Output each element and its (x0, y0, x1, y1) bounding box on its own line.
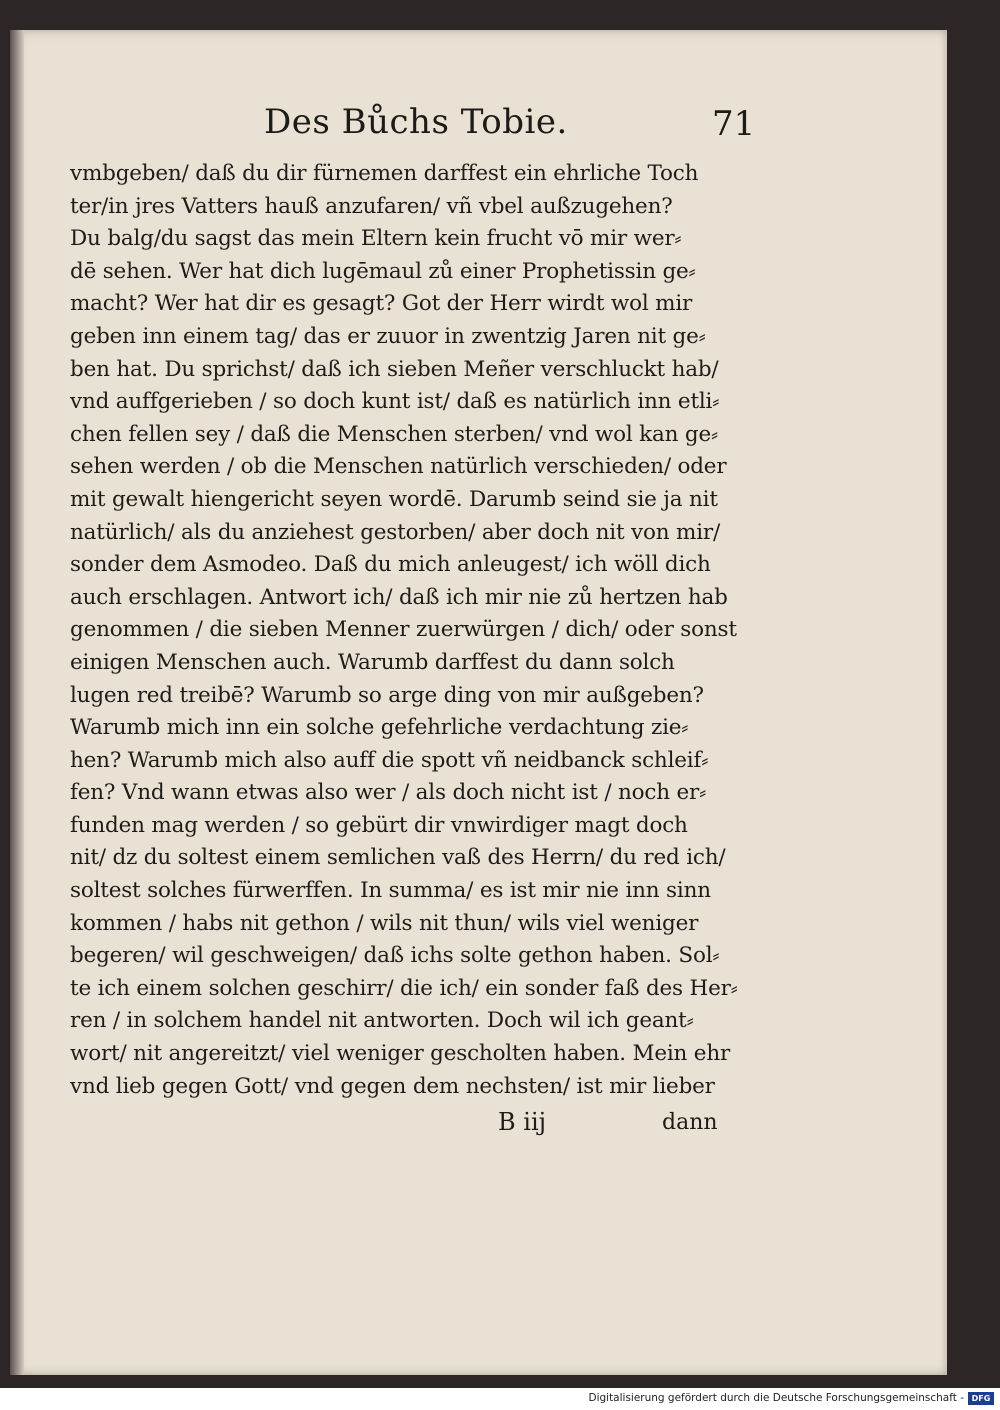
text-line: sonder dem Asmodeo. Daß du mich anleugest/ ich wöll dich (70, 552, 711, 578)
catchword: dann (662, 1110, 718, 1135)
text-line: ter/in jres Vatters hauß anzufaren/ vñ vbel außzugehen? (70, 193, 673, 219)
text-line: vnd auffgerieben / so doch kunt ist/ daß es natürlich inn etli⸗ (70, 389, 720, 415)
text-line: wort/ nit angereitzt/ viel weniger gescholten haben. Mein ehr (70, 1041, 731, 1067)
text-line: macht? Wer hat dir es gesagt? Got der Herr wirdt wol mir (70, 291, 693, 317)
text-line: ben hat. Du sprichst/ daß ich sieben Meñer verschluckt hab/ (70, 356, 719, 382)
text-line: mit gewalt hiengericht seyen wordē. Darumb seind sie ja nit (70, 486, 718, 512)
text-line: geben inn einem tag/ das er zuuor in zwentzig Jaren nit ge⸗ (70, 323, 706, 349)
book-page (10, 30, 947, 1375)
text-line: genommen / die sieben Menner zuerwürgen / dich/ oder sonst (70, 617, 737, 643)
text-line: sehen werden / ob die Menschen natürlich verschieden/ oder (70, 454, 727, 480)
text-line: vmbgeben/ daß du dir fürnemen darffest ein ehrliche Toch (70, 161, 699, 186)
page-number: 71 (712, 104, 756, 144)
signature-mark: B iij (498, 1108, 547, 1136)
text-line: Du balg/du sagst das mein Eltern kein frucht vō mir wer⸗ (70, 226, 682, 252)
text-line: hen? Warumb mich also auff die spott vñ neidbanck schleif⸗ (70, 747, 709, 773)
credit-text: Digitalisierung gefördert durch die Deutsche Forschungsgemeinschaft - (588, 1392, 964, 1404)
dfg-logo: DFG (968, 1392, 994, 1405)
text-line: fen? Vnd wann etwas also wer / als doch nicht ist / noch er⸗ (70, 780, 707, 806)
running-title: Des Bůchs Tobie. (264, 102, 568, 142)
text-line: funden mag werden / so gebürt dir vnwirdiger magt doch (70, 812, 688, 838)
text-line: chen fellen sey / daß die Menschen sterben/ vnd wol kan ge⸗ (70, 421, 718, 447)
text-line: vnd lieb gegen Gott/ vnd gegen dem nechsten/ ist mir lieber (70, 1073, 715, 1099)
text-line: einigen Menschen auch. Warumb darffest du dann solch (70, 649, 675, 675)
credit-bar (0, 1388, 1000, 1410)
text-line: Warumb mich inn ein solche gefehrliche verdachtung zie⸗ (70, 715, 689, 741)
text-line: natürlich/ als du anziehest gestorben/ aber doch nit von mir/ (70, 519, 721, 545)
page-header (10, 102, 947, 152)
text-line: te ich einem solchen geschirr/ die ich/ ein sonder faß des Her⸗ (70, 975, 738, 1001)
text-line: begeren/ wil geschweigen/ daß ichs solte gethon haben. Sol⸗ (70, 943, 720, 969)
text-line: ren / in solchem handel nit antworten. Doch wil ich geant⸗ (70, 1008, 694, 1034)
page-footer (10, 1108, 947, 1148)
text-line: nit/ dz du soltest einem semlichen vaß des Herrn/ du red ich/ (70, 845, 726, 871)
text-line: auch erschlagen. Antwort ich/ daß ich mir nie zů hertzen hab (70, 584, 728, 610)
text-line: soltest solches fürwerffen. In summa/ es ist mir nie inn sinn (70, 878, 711, 904)
text-line: dē sehen. Wer hat dich lugēmaul zů einer Prophetissin ge⸗ (70, 258, 696, 284)
page-spine-shadow (10, 30, 24, 1375)
text-line: lugen red treibē? Warumb so arge ding von mir außgeben? (70, 682, 704, 708)
text-line: kommen / habs nit gethon / wils nit thun/ wils viel weniger (70, 910, 699, 936)
body-text (70, 158, 760, 1103)
